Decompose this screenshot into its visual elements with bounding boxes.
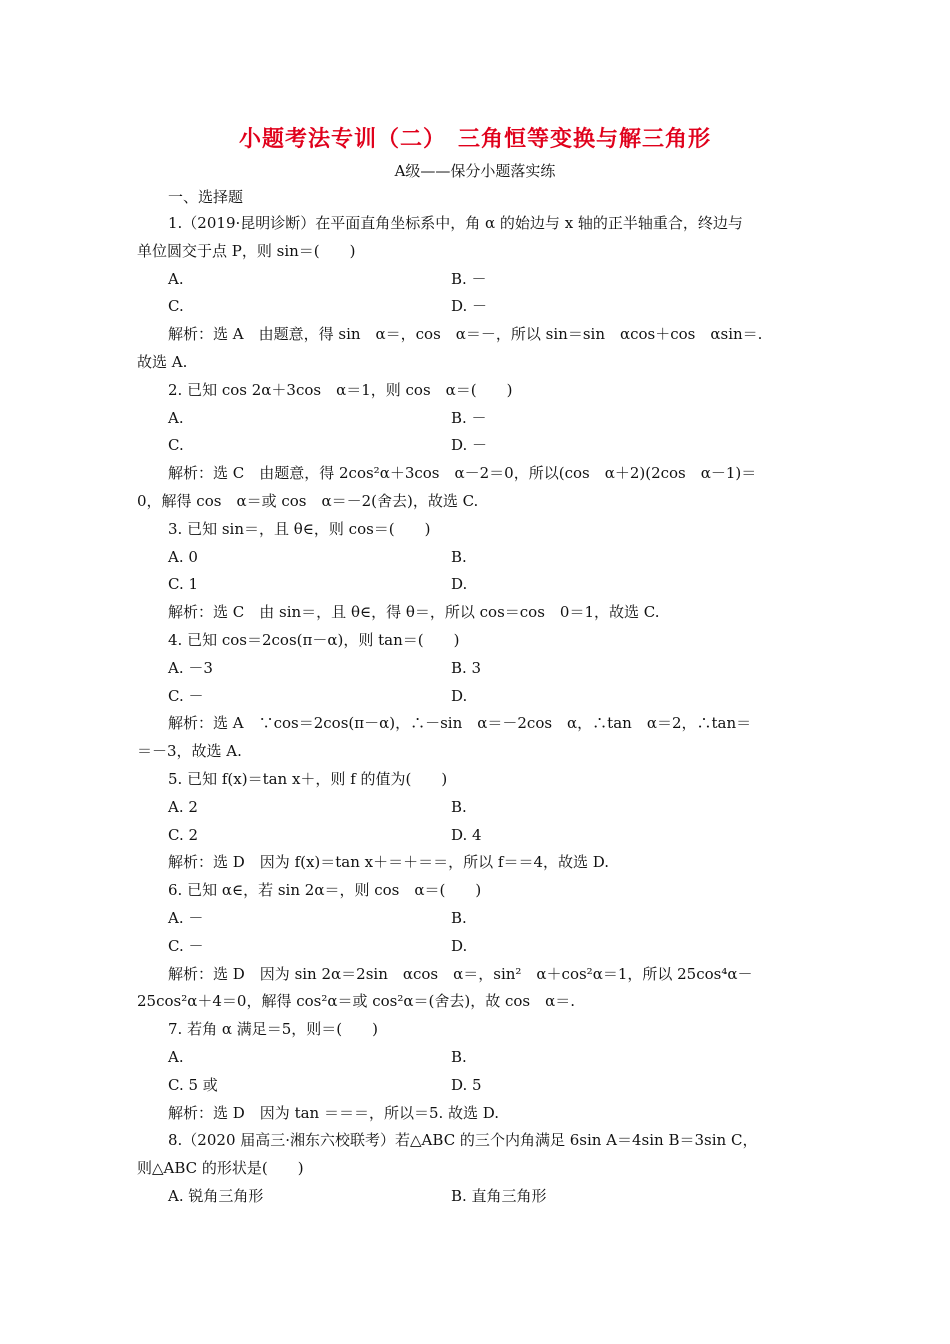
text-line: 则△ABC 的形状是( ): [137, 1159, 304, 1177]
text-line: C. －: [168, 937, 204, 955]
text-line: 解析：选 A ∵cos＝2cos(π－α)，∴－sin α＝－2cos α，∴tan α＝2，∴tan＝: [168, 714, 752, 732]
option-right: D.: [451, 687, 468, 705]
option-right: B. 直角三角形: [451, 1187, 547, 1205]
option-right: B.: [451, 798, 467, 816]
text-line: C. 1: [168, 575, 199, 593]
text-line: A. －: [168, 909, 204, 927]
option-right: D. －: [451, 436, 488, 454]
text-line: 0，解得 cos α＝或 cos α＝－2(舍去)，故选 C.: [137, 492, 479, 510]
text-line: 2. 已知 cos 2α＋3cos α＝1，则 cos α＝( ): [168, 381, 513, 399]
text-line: C. 2: [168, 826, 199, 844]
text-line: 解析：选 D 因为 sin 2α＝2sin αcos α＝，sin² α＋cos²α＝1，所以 25cos⁴α－: [168, 965, 753, 983]
text-line: A. 2: [168, 798, 198, 816]
text-line: 8.（2020 届高三·湘东六校联考）若△ABC 的三个内角满足 6sin A＝4sin B＝3sin C，: [168, 1131, 758, 1149]
option-right: D.: [451, 937, 468, 955]
option-right: D. －: [451, 297, 488, 315]
text-line: A. 锐角三角形: [168, 1187, 264, 1205]
text-line: 故选 A.: [137, 353, 188, 371]
document-subtitle: A级——保分小题落实练: [394, 162, 556, 180]
text-line: 解析：选 D 因为 f(x)＝tan x＋＝＋＝＝，所以 f＝＝4，故选 D.: [168, 853, 610, 871]
text-line: 解析：选 C 由 sin＝，且 θ∈，得 θ＝，所以 cos＝cos 0＝1，故选 C.: [168, 603, 660, 621]
option-right: D.: [451, 575, 468, 593]
option-right: B.: [451, 1048, 467, 1066]
option-right: B. －: [451, 270, 487, 288]
document-title: 小题考法专训（二） 三角恒等变换与解三角形: [238, 126, 711, 152]
text-line: 7. 若角 α 满足＝5，则＝( ): [168, 1020, 378, 1038]
text-line: A. －3: [168, 659, 213, 677]
text-line: A. 0: [168, 548, 198, 566]
text-line: 4. 已知 cos＝2cos(π－α)，则 tan＝( ): [168, 631, 460, 649]
text-line: 解析：选 A 由题意，得 sin α＝，cos α＝－，所以 sin＝sin αcos＋cos αsin＝.: [168, 325, 763, 343]
option-right: D. 5: [451, 1076, 482, 1094]
text-line: 1.（2019·昆明诊断）在平面直角坐标系中，角 α 的始边与 x 轴的正半轴重合，终边与: [168, 214, 743, 232]
text-line: C. －: [168, 687, 204, 705]
option-right: B. －: [451, 409, 487, 427]
text-line: 25cos²α＋4＝0，解得 cos²α＝或 cos²α＝(舍去)，故 cos α＝.: [137, 992, 576, 1010]
text-line: ＝－3，故选 A.: [137, 742, 242, 760]
text-line: 单位圆交于点 P，则 sin＝( ): [137, 242, 356, 260]
text-line: 6. 已知 α∈，若 sin 2α＝，则 cos α＝( ): [168, 881, 482, 899]
text-line: 解析：选 C 由题意，得 2cos²α＋3cos α－2＝0，所以(cos α＋2)(2cos α－1)＝: [168, 464, 757, 482]
text-line: C.: [168, 436, 184, 454]
section-heading: 一、选择题: [168, 188, 244, 206]
text-line: C. 5 或: [168, 1076, 218, 1094]
text-line: A.: [168, 1048, 184, 1066]
text-line: 解析：选 D 因为 tan ＝＝＝，所以＝5. 故选 D.: [168, 1104, 500, 1122]
option-right: B. 3: [451, 659, 482, 677]
text-line: 5. 已知 f(x)＝tan x＋，则 f 的值为( ): [168, 770, 448, 788]
text-line: A.: [168, 409, 184, 427]
text-line: 3. 已知 sin＝，且 θ∈，则 cos＝( ): [168, 520, 431, 538]
option-right: B.: [451, 548, 467, 566]
text-line: C.: [168, 297, 184, 315]
option-right: D. 4: [451, 826, 482, 844]
option-right: B.: [451, 909, 467, 927]
text-line: A.: [168, 270, 184, 288]
